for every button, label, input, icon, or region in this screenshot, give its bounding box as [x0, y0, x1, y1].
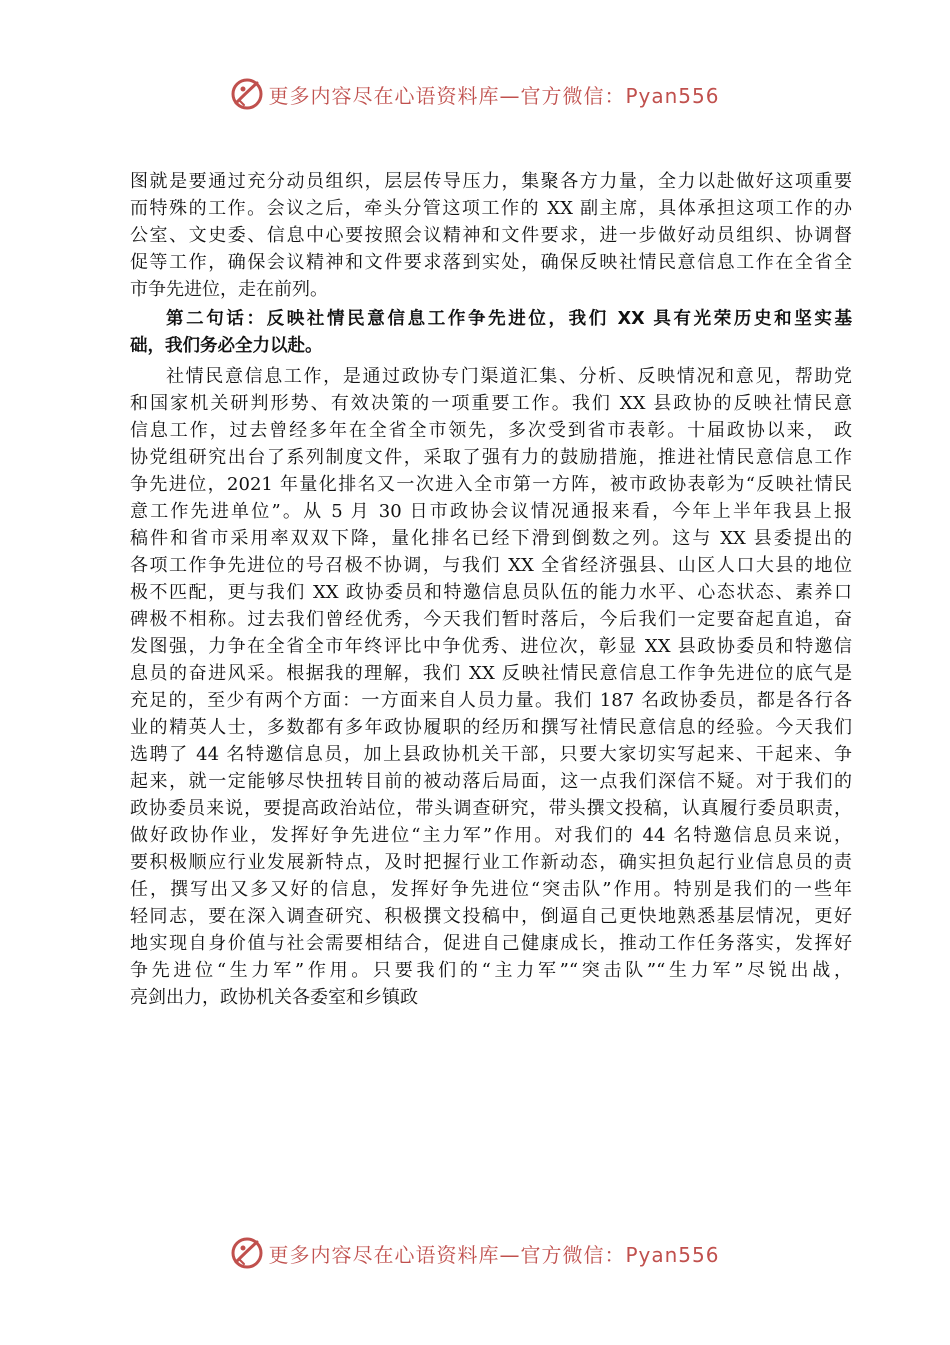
text-line: 选聘了 44 名特邀信息员，加上县政协机关干部，只要大家切实写起来、干起来、争	[130, 744, 852, 765]
text-line: 息员的奋进风采。根据我的理解，我们 XX 反映社情民意信息工作争先进位的底气是	[130, 663, 852, 684]
text-line: 和国家机关研判形势、有效决策的一项重要工作。我们 XX 县政协的反映社情民意	[130, 393, 852, 414]
text-line: 意工作先进单位”。从 5 月 30 日市政协会议情况通报来看，今年上半年我县上报	[130, 501, 852, 522]
text-line: 信息工作，过去曾经多年在全省全市领先，多次受到省市表彰。十届政协以来， 政	[130, 420, 852, 441]
footer-banner-text: 更多内容尽在心语资料库—官方微信：Pyan556	[268, 1242, 720, 1267]
text-line: 轻同志，要在深入调查研究、积极撰文投稿中，倒逼自己更快地熟悉基层情况，更好	[130, 906, 852, 927]
header-banner	[0, 74, 950, 114]
text-line: 图就是要通过充分动员组织，层层传导压力，集聚各方力量，全力以赴做好这项重要	[130, 171, 852, 192]
text-line: 市争先进位，走在前列。	[130, 279, 328, 300]
text-line: 政协委员来说，要提高政治站位，带头调查研究，带头撰文投稿，认真履行委员职责，	[130, 798, 852, 819]
text-line: 公室、文史委、信息中心要按照会议精神和文件要求，进一步做好动员组织、协调督	[130, 225, 852, 246]
text-line: 促等工作，确保会议精神和文件要求落到实处，确保反映社情民意信息工作在全省全	[130, 252, 852, 273]
text-line: 做好政协作业，发挥好争先进位“主力军”作用。对我们的 44 名特邀信息员来说，	[130, 825, 852, 846]
text-line: 要积极顺应行业发展新特点，及时把握行业工作新动态，确实担负起行业信息员的责	[130, 852, 852, 873]
header-banner-text: 更多内容尽在心语资料库—官方微信：Pyan556	[268, 83, 720, 108]
brush-logo-icon	[230, 77, 264, 111]
heading-line: 础，我们务必全力以赴。	[130, 336, 323, 356]
text-line: 起来，就一定能够尽快扭转目前的被动落后局面，这一点我们深信不疑。对于我们的	[130, 771, 852, 792]
paragraph-1	[130, 168, 852, 303]
text-line: 碑极不相称。过去我们曾经优秀，今天我们暂时落后，今后我们一定要奋起直追，奋	[130, 609, 852, 630]
document-body	[130, 168, 852, 1011]
text-line: 业的精英人士，多数都有多年政协履职的经历和撰写社情民意信息的经验。今天我们	[130, 717, 852, 738]
text-line: 极不匹配，更与我们 XX 政协委员和特邀信息员队伍的能力水平、心态状态、素养口	[130, 582, 852, 603]
text-line: 争先进位，2021 年量化排名又一次进入全市第一方阵，被市政协表彰为“反映社情民	[130, 474, 852, 495]
text-line: 发图强，力争在全省全市年终评比中争优秀、进位次，彰显 XX 县政协委员和特邀信	[130, 636, 852, 657]
paragraph-2	[130, 363, 852, 1011]
text-line: 充足的，至少有两个方面：一方面来自人员力量。我们 187 名政协委员，都是各行各	[130, 690, 852, 711]
text-line: 稿件和省市采用率双双下降，量化排名已经下滑到倒数之列。这与 XX 县委提出的	[130, 528, 852, 549]
footer-banner	[0, 1233, 950, 1273]
text-line: 地实现自身价值与社会需要相结合，促进自己健康成长，推动工作任务落实，发挥好	[130, 933, 852, 954]
text-line: 亮剑出力，政协机关各委室和乡镇政	[130, 987, 418, 1008]
text-line: 各项工作争先进位的号召极不协调，与我们 XX 全省经济强县、山区人口大县的地位	[130, 555, 852, 576]
brush-logo-icon	[230, 1236, 264, 1270]
heading-line: 第二句话：反映社情民意信息工作争先进位，我们 XX 具有光荣历史和坚实基	[166, 309, 852, 329]
text-line: 争先进位“生力军”作用。只要我们的“主力军”“突击队”“生力军”尽锐出战，	[130, 960, 852, 981]
text-line: 而特殊的工作。会议之后，牵头分管这项工作的 XX 副主席，具体承担这项工作的办	[130, 198, 852, 219]
section-heading	[130, 306, 852, 360]
text-line: 社情民意信息工作，是通过政协专门渠道汇集、分析、反映情况和意见，帮助党	[166, 366, 852, 387]
text-line: 任，撰写出又多又好的信息，发挥好争先进位“突击队”作用。特别是我们的一些年	[130, 879, 852, 900]
text-line: 协党组研究出台了系列制度文件，采取了强有力的鼓励措施，推进社情民意信息工作	[130, 447, 852, 468]
